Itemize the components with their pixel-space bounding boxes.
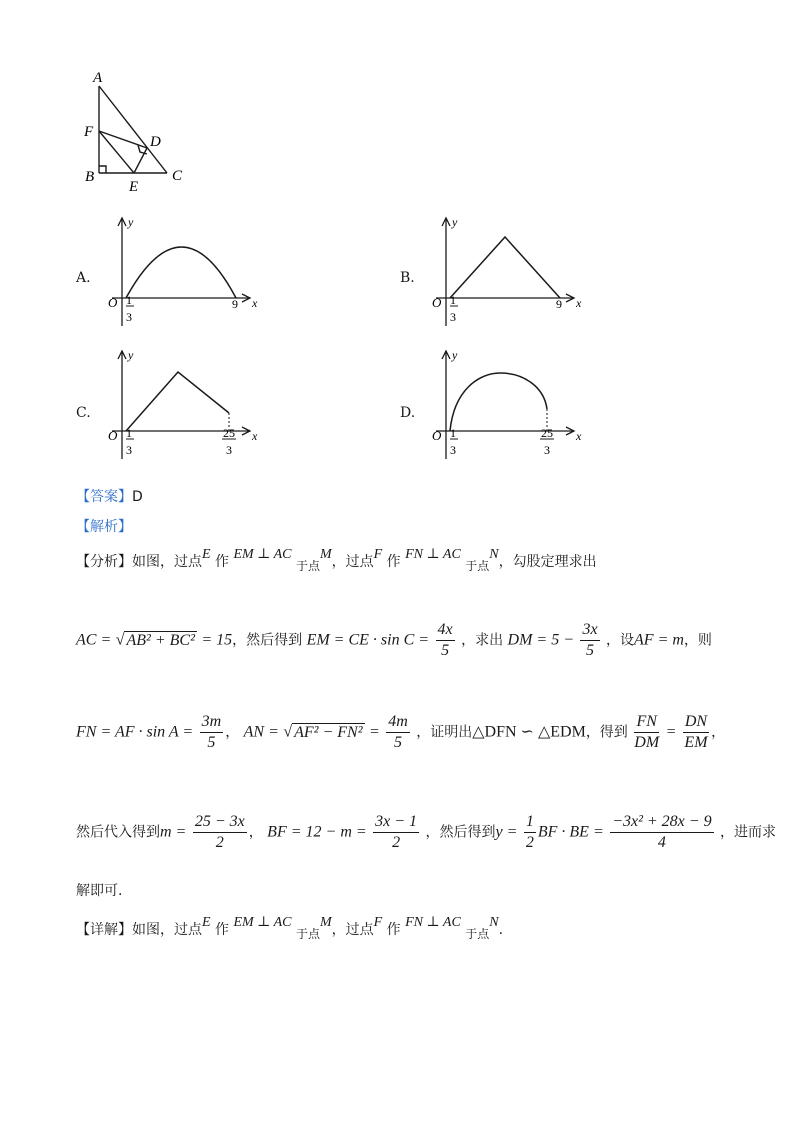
text: 作: [215, 554, 230, 570]
numerator: FN: [634, 712, 659, 733]
text: ，则: [683, 632, 712, 649]
tick-start-den: 3: [450, 310, 456, 324]
formula-dm: DM = 5 −: [507, 631, 575, 649]
text: 如图，过点: [132, 922, 202, 938]
analysis-line-2: [76, 620, 712, 670]
fraction-ratio-2: [683, 712, 709, 753]
numerator: 3m: [200, 712, 224, 733]
point-n: N: [489, 547, 499, 562]
tick-end-label: 9: [232, 297, 238, 311]
text: ，: [711, 724, 726, 741]
denominator: EM: [684, 734, 708, 751]
fraction-y: [610, 812, 713, 853]
option-c-label: C.: [76, 405, 91, 421]
point-e: E: [202, 547, 211, 562]
formula-em: EM = CE · sin C =: [306, 631, 430, 649]
analysis-line-4: [76, 812, 776, 862]
denominator: 5: [207, 734, 216, 751]
y-axis-label: y: [128, 348, 134, 362]
text: ，得到: [585, 724, 628, 741]
origin-label: O: [432, 428, 442, 443]
text: 于点: [465, 559, 490, 573]
label-D: D: [150, 134, 161, 150]
tick-end-den: 3: [544, 443, 550, 457]
option-a-label: A.: [76, 270, 91, 286]
x-axis-label: x: [252, 296, 258, 310]
denominator: 5: [394, 734, 402, 751]
point-f: F: [373, 915, 383, 930]
text: 作: [386, 922, 401, 938]
text: ，然后得到: [232, 632, 303, 649]
point-m: M: [319, 547, 332, 562]
numerator: 4x: [436, 620, 455, 641]
fraction-ratio-1: [634, 712, 659, 753]
analysis-line-1: [76, 546, 597, 578]
text: 作: [215, 922, 230, 938]
tick-start-num: 1: [450, 293, 456, 307]
denominator: 5: [586, 642, 595, 659]
x-axis-label: x: [576, 429, 582, 443]
formula-fn-ac: FN ⊥ AC: [405, 547, 461, 562]
jiexi-tag: 【解析】: [76, 519, 132, 535]
numerator: 1: [524, 812, 536, 833]
text: ，过点: [331, 922, 374, 938]
formula-an: AN =: [243, 723, 279, 741]
fraction-fn: [200, 712, 224, 753]
numerator: DN: [683, 712, 709, 733]
tick-end-den: 3: [226, 443, 232, 457]
formula-y: y =: [495, 823, 518, 841]
denominator: DM: [634, 734, 660, 751]
denominator: 2: [215, 834, 224, 851]
sqrt-sign: √: [283, 723, 293, 741]
numerator: 3x − 1: [373, 812, 419, 833]
formula-ac: AC =: [76, 631, 112, 649]
origin-label: O: [108, 428, 118, 443]
tick-start-den: 3: [126, 310, 132, 324]
formula-bf: BF = 12 − m =: [267, 823, 367, 841]
text: 于点: [465, 927, 490, 941]
text: ，进而求: [720, 824, 777, 841]
fraction-em: [436, 620, 455, 661]
point-f: F: [373, 547, 383, 562]
text: 于点: [295, 559, 320, 573]
option-d-graph: [424, 345, 594, 465]
tick-start-den: 3: [450, 443, 456, 457]
answer-value: D: [132, 489, 143, 505]
text: 作: [386, 554, 401, 570]
tick-start-den: 3: [126, 443, 132, 457]
text: ，勾股定理求出: [498, 554, 597, 570]
text: ，: [225, 724, 240, 741]
text: ，然后得到: [425, 824, 496, 841]
formula-bf-be: BF · BE =: [537, 823, 604, 841]
text: ，求出: [461, 632, 504, 649]
formula-ac-radicand: AB² + BC²: [126, 631, 195, 649]
origin-label: O: [108, 295, 118, 310]
numerator: 4m: [386, 712, 410, 733]
formula-fn: FN = AF · sin A =: [76, 723, 194, 741]
numerator: 3x: [580, 620, 599, 641]
equals: =: [665, 723, 677, 741]
fraction-dm: [580, 620, 599, 661]
label-B: B: [85, 169, 95, 185]
x-axis-label: x: [576, 296, 582, 310]
numerator: 25 − 3x: [193, 812, 247, 833]
equals: =: [368, 723, 380, 741]
fraction-bf: [373, 812, 419, 853]
label-F: F: [84, 124, 94, 140]
denominator: 2: [525, 834, 534, 851]
point-e: E: [202, 915, 211, 930]
text: ，: [248, 824, 263, 841]
denominator: 5: [441, 642, 450, 659]
point-n: N: [489, 915, 499, 930]
formula-m: m =: [160, 823, 187, 841]
text: 然后代入得到: [76, 824, 160, 841]
tick-start-num: 1: [126, 293, 132, 307]
formula-ac-result: = 15: [201, 631, 233, 649]
option-b-label: B.: [400, 270, 415, 286]
formula-em-ac: EM ⊥ AC: [233, 915, 292, 930]
detail-tag: 【详解】: [76, 922, 132, 938]
label-C: C: [172, 168, 183, 184]
text: 如图，过点: [132, 554, 202, 570]
tick-start-num: 1: [450, 426, 456, 440]
text: .: [498, 922, 504, 938]
point-m: M: [319, 915, 332, 930]
fraction-half: [524, 812, 536, 853]
option-d-label: D.: [400, 405, 416, 421]
fraction-an: [386, 712, 410, 753]
tick-end-num: 25: [541, 426, 553, 440]
tick-start-num: 1: [126, 426, 132, 440]
tick-end-label: 9: [556, 297, 562, 311]
formula-em-ac: EM ⊥ AC: [233, 547, 292, 562]
formula-an-radicand: AF² − FN²: [294, 723, 363, 741]
tick-end-num: 25: [223, 426, 235, 440]
analysis-line-3: [76, 712, 725, 762]
label-E: E: [129, 179, 139, 194]
sqrt-sign: √: [115, 631, 125, 649]
analysis-tag: 【分析】: [76, 554, 132, 570]
formula-similar: △DFN ∽ △EDM: [472, 723, 586, 741]
detail-line: [76, 914, 503, 946]
text: ，证明出: [416, 724, 473, 741]
answer-line: [76, 486, 143, 506]
denominator: 2: [392, 834, 401, 851]
option-b-graph: [424, 212, 594, 332]
option-c-graph: [100, 345, 270, 465]
formula-fn-ac: FN ⊥ AC: [405, 915, 461, 930]
origin-label: O: [432, 295, 442, 310]
label-A: A: [93, 70, 103, 86]
denominator: 4: [657, 834, 666, 851]
text: 于点: [295, 927, 320, 941]
analysis-line-5: 解即可.: [76, 883, 123, 899]
answer-tag: 【答案】: [76, 489, 132, 505]
y-axis-label: y: [452, 215, 458, 229]
fraction-m: [193, 812, 247, 853]
numerator: −3x² + 28x − 9: [610, 812, 713, 833]
text: ，设: [606, 632, 635, 649]
triangle-figure: [70, 62, 210, 194]
option-a-graph: [100, 212, 270, 332]
x-axis-label: x: [252, 429, 258, 443]
y-axis-label: y: [128, 215, 134, 229]
text: ，过点: [331, 554, 374, 570]
y-axis-label: y: [452, 348, 458, 362]
formula-af: AF = m: [634, 631, 684, 649]
